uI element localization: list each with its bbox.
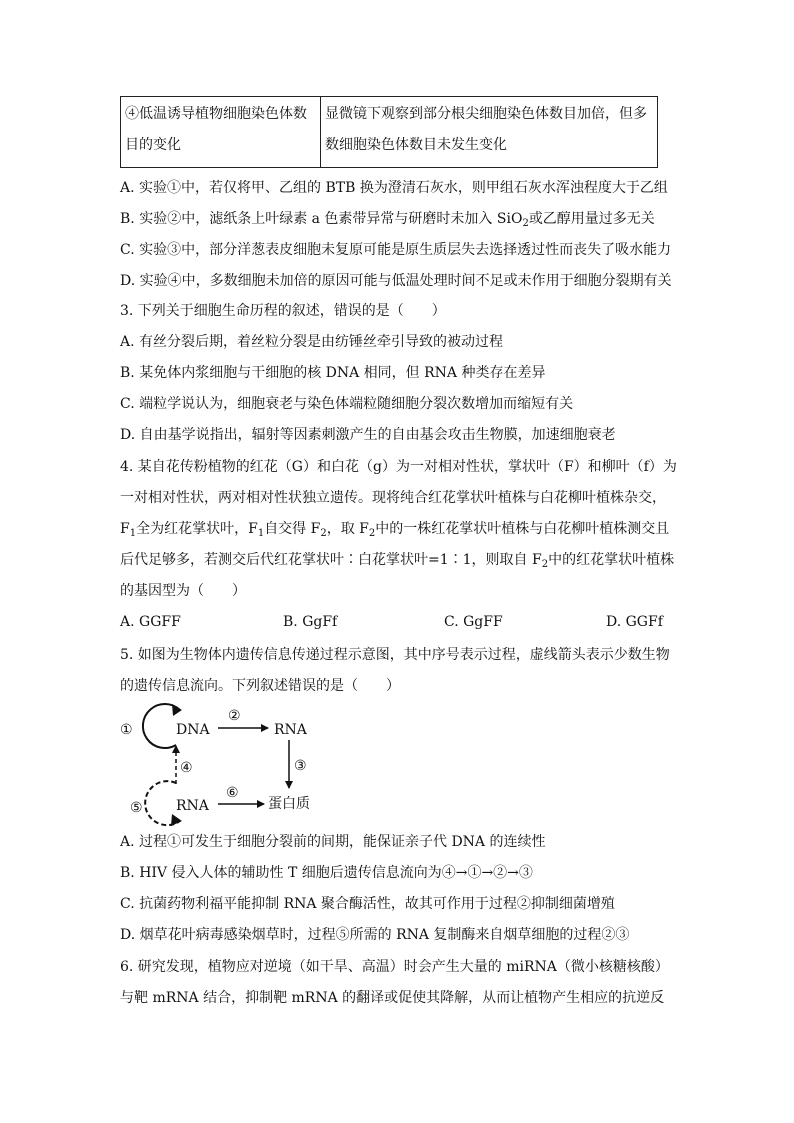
label-process-2: ② xyxy=(228,708,241,724)
q3-option-c: C. 端粒学说认为，细胞衰老与染色体端粒随细胞分裂次数增加而缩短有关 xyxy=(120,396,574,412)
q2-option-a: A. 实验①中，若仅将甲、乙组的 BTB 换为澄清石灰水，则甲组石灰水浑浊程度大于乙组 xyxy=(120,180,668,196)
label-process-4: ④ xyxy=(180,760,193,776)
text-run: 全为红花掌状叶，F xyxy=(136,521,258,537)
q3-option-b: B. 某免体内浆细胞与干细胞的核 DNA 相同，但 RNA 种类存在差异 xyxy=(120,365,546,381)
q5-option-a: A. 过程①可发生于细胞分裂前的间期，能保证亲子代 DNA 的连续性 xyxy=(120,834,546,850)
q4-option-d: D. GGFf xyxy=(606,614,663,630)
q2-option-c: C. 实验③中，部分洋葱表皮细胞未复原可能是原生质层失去选择透过性而丧失了吸水能力 xyxy=(120,242,672,258)
label-process-5: ⑤ xyxy=(130,800,143,816)
label-rna-bottom: RNA xyxy=(176,798,209,814)
q2-option-b-text: B. 实验②中，滤纸条上叶绿素 a 色素带异常与研磨时未加入 SiO xyxy=(120,211,523,227)
subscript: 1 xyxy=(129,528,137,539)
table-row xyxy=(121,97,658,168)
text-run: 后代足够多，若测交后代红花掌状叶∶白花掌状叶=1∶1，则取自 F xyxy=(120,552,542,568)
text-run: 中的红花掌状叶植株 xyxy=(548,552,675,568)
q4-option-c: C. GgFF xyxy=(444,614,503,630)
text-run: F xyxy=(120,521,130,537)
subscript: 2 xyxy=(541,559,549,570)
replication-arrowhead xyxy=(172,704,182,716)
label-dna: DNA xyxy=(176,722,210,738)
q4-stem-line-4 xyxy=(120,550,674,570)
q3-option-a: A. 有丝分裂后期，着丝粒分裂是由纺锤丝牵引导致的被动过程 xyxy=(120,334,504,350)
label-process-3: ③ xyxy=(294,758,307,774)
table-cell-experiment: ④低温诱导植物细胞染色体数目的变化 xyxy=(121,97,321,168)
label-rna-top: RNA xyxy=(274,722,307,738)
q5-option-c: C. 抗菌药物利福平能抑制 RNA 聚合酶活性，故其可作用于过程②抑制细菌增殖 xyxy=(120,896,615,912)
text-run: 中的一株红花掌状叶植株与白花柳叶植株测交且 xyxy=(375,521,670,537)
q4-option-a: A. GGFF xyxy=(120,614,181,630)
table-cell-observation: 显微镜下观察到部分根尖细胞染色体数目加倍，但多数细胞染色体数目未发生变化 xyxy=(321,97,658,168)
q3-stem: 3. 下列关于细胞生命历程的叙述，错误的是（ ） xyxy=(120,303,446,319)
q4-stem-line-3 xyxy=(120,519,669,539)
label-protein: 蛋白质 xyxy=(268,796,310,812)
subscript: 1 xyxy=(257,528,265,539)
q4-stem-line-1: 4. 某自花传粉植物的红花（G）和白花（g）为一对相对性状，掌状叶（F）和柳叶（f）为 xyxy=(120,459,677,475)
q4-stem-line-5: 的基因型为（ ） xyxy=(120,583,246,599)
q3-option-d: D. 自由基学说指出，辐射等因素刺激产生的自由基会攻击生物膜，加速细胞衰老 xyxy=(120,427,616,443)
text-run: ，取 F xyxy=(326,521,369,537)
q2-option-d: D. 实验④中，多数细胞未加倍的原因可能与低温处理时间不足或未作用于细胞分裂期有关 xyxy=(120,273,672,289)
q5-option-d: D. 烟草花叶病毒感染烟草时，过程⑤所需的 RNA 复制酶来自烟草细胞的过程②③ xyxy=(120,927,630,943)
rna-replication-arrowhead xyxy=(171,814,182,826)
subscript: 2 xyxy=(320,528,327,539)
q4-option-b: B. GgFf xyxy=(283,614,338,630)
q2-option-b-text-end: 或乙醇用量过多无关 xyxy=(528,211,655,227)
q6-stem-line-2: 与靶 mRNA 结合，抑制靶 mRNA 的翻译或促使其降解，从而让植物产生相应的抗逆反 xyxy=(120,990,665,1006)
q2-option-b xyxy=(120,209,655,229)
q5-stem-line-1: 5. 如图为生物体内遗传信息传递过程示意图，其中序号表示过程，虚线箭头表示少数生物 xyxy=(120,647,670,663)
genetic-info-flow-diagram xyxy=(118,700,358,830)
experiment-table xyxy=(120,96,658,168)
q5-stem-line-2: 的遗传信息流向。下列叙述错误的是（ ） xyxy=(120,678,400,694)
label-process-1: ① xyxy=(120,722,133,738)
q5-option-b: B. HIV 侵入人体的辅助性 T 细胞后遗传信息流向为④→①→②→③ xyxy=(120,865,533,881)
label-process-6: ⑥ xyxy=(226,785,239,801)
subscript: 2 xyxy=(522,218,529,229)
q6-stem-line-1: 6. 研究发现，植物应对逆境（如干旱、高温）时会产生大量的 miRNA（微小核糖核酸） xyxy=(120,959,669,975)
subscript: 2 xyxy=(368,528,376,539)
q4-stem-line-2: 一对相对性状，两对相对性状独立遗传。现将纯合红花掌状叶植株与白花柳叶植株杂交， xyxy=(120,490,666,506)
text-run: 自交得 F xyxy=(264,521,321,537)
